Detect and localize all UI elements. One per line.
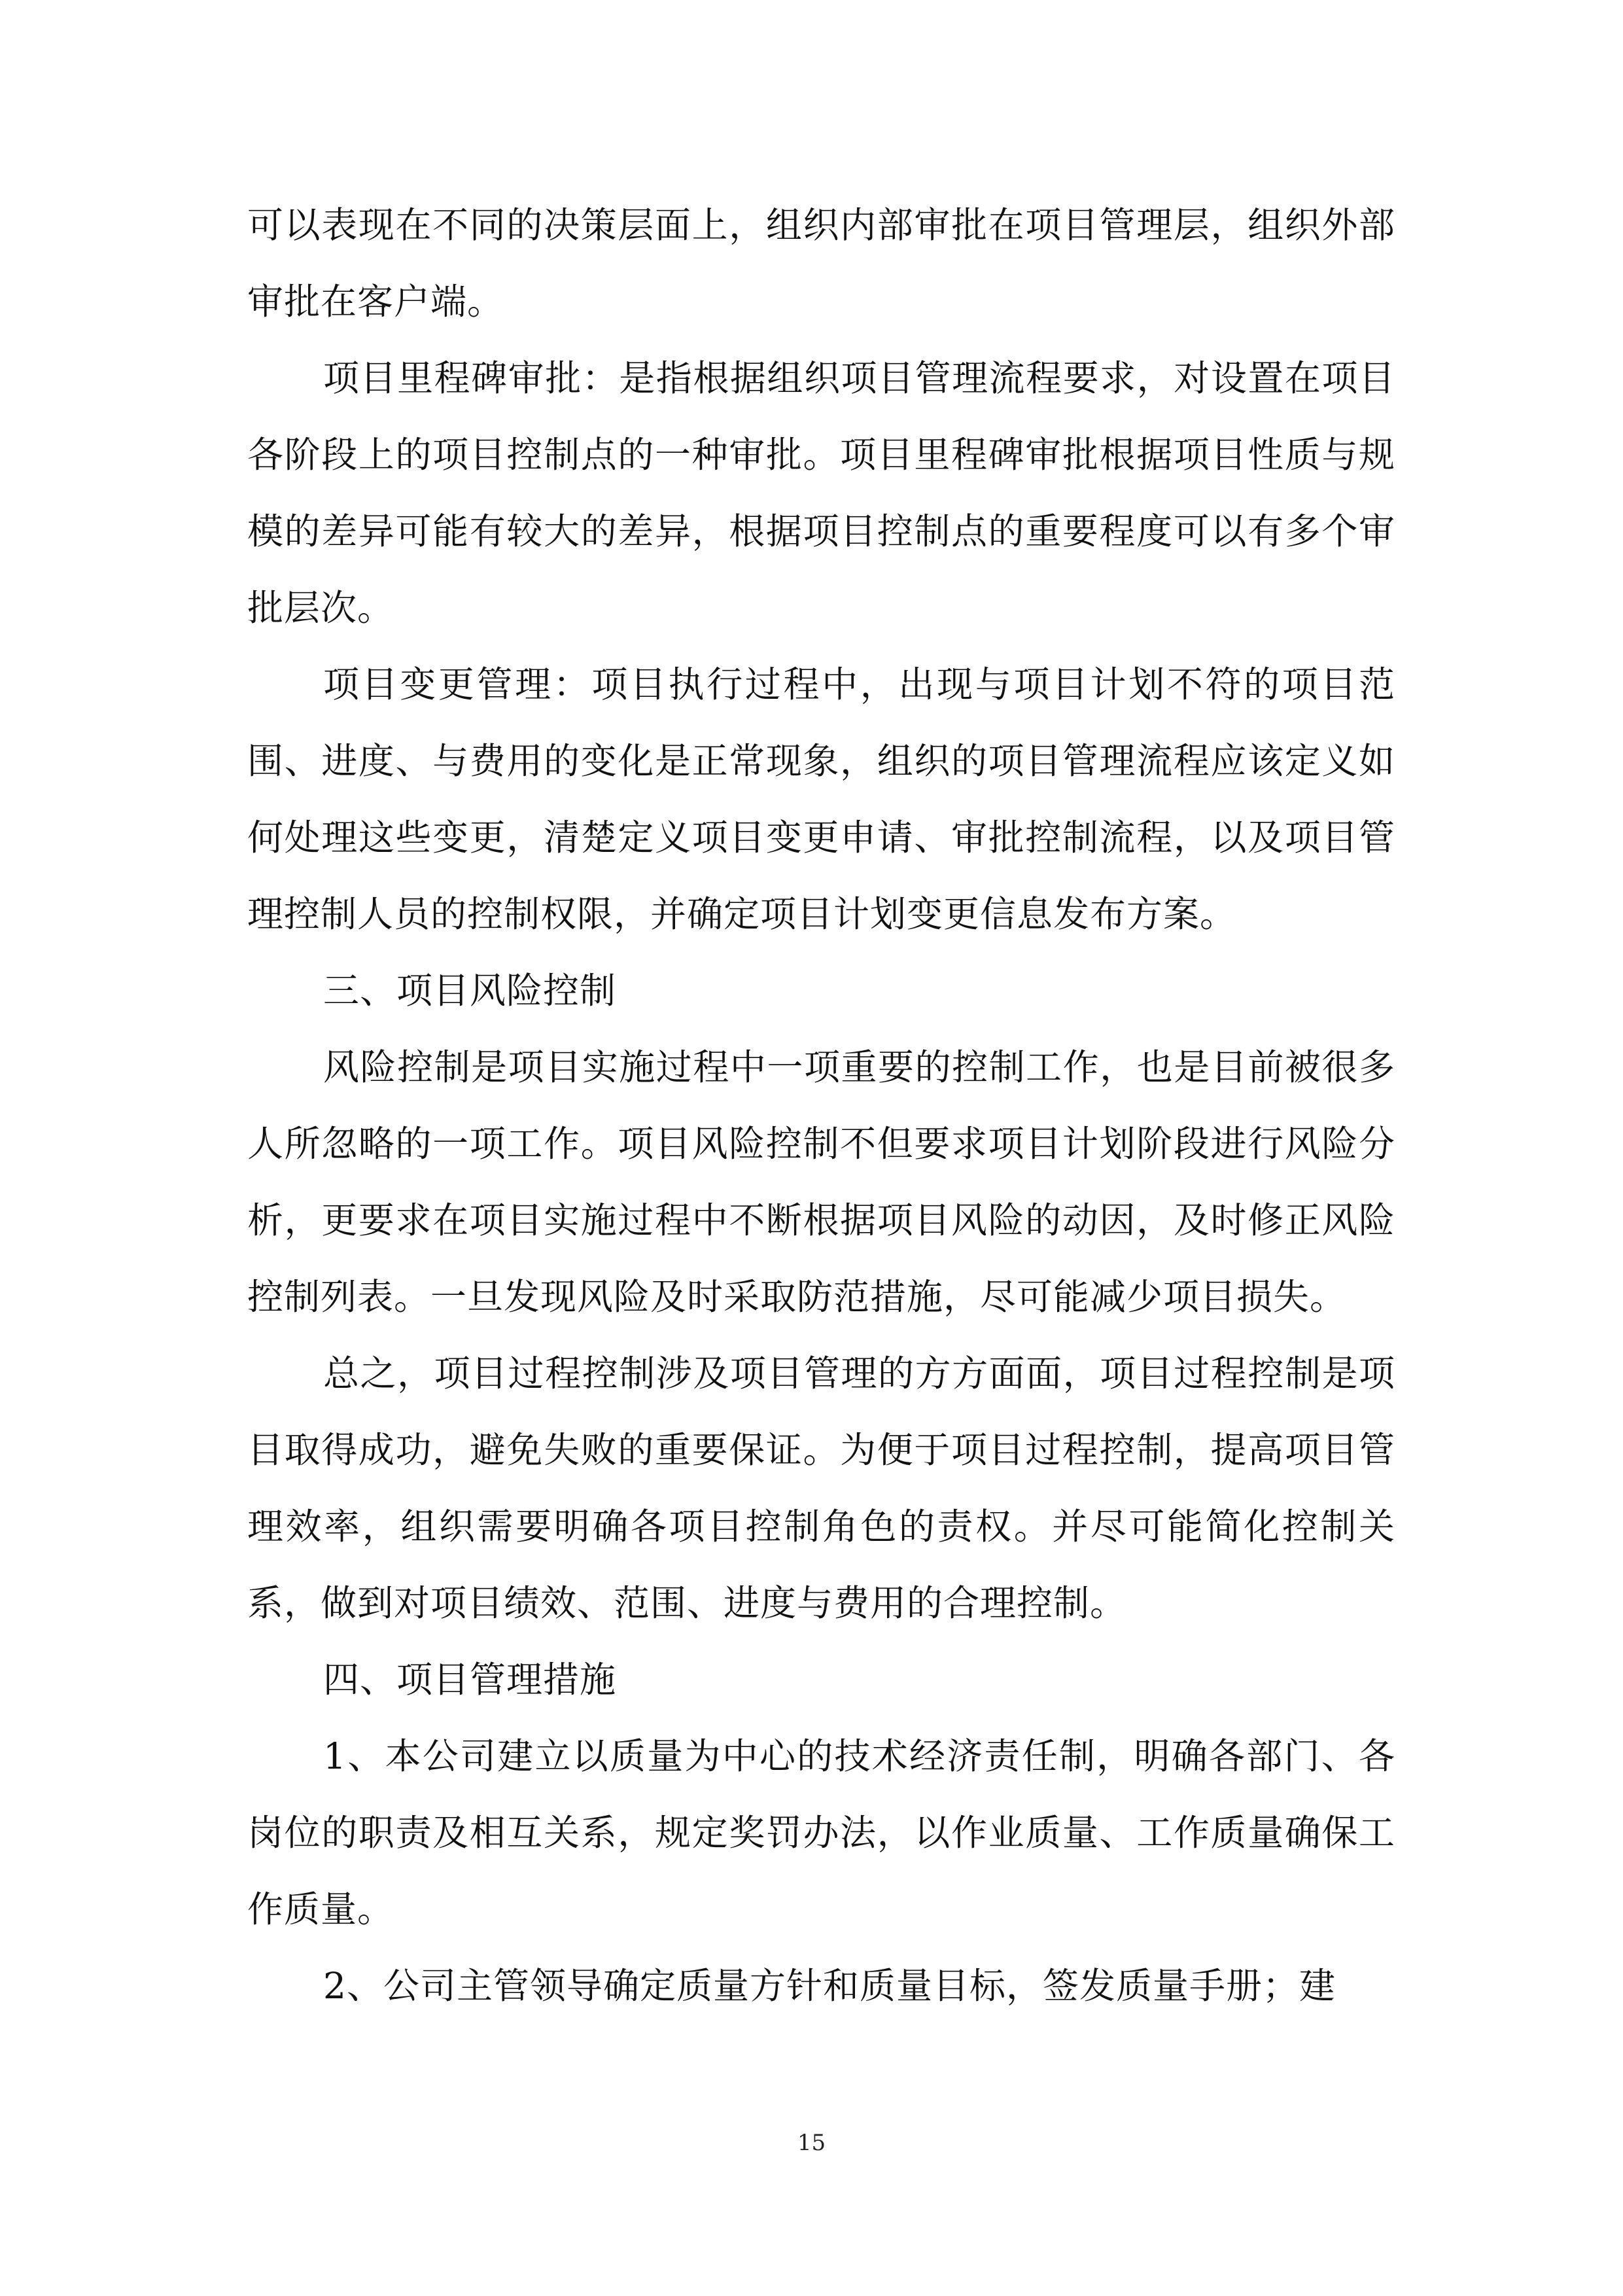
- paragraph-measure-1: 1、本公司建立以质量为中心的技术经济责任制，明确各部门、各岗位的职责及相互关系，规定奖罚办法，以作业质量、工作质量确保工作质量。: [247, 1735, 1395, 1930]
- section-heading-management-measures: 四、项目管理措施: [323, 1659, 617, 1701]
- paragraph-continuation: 可以表现在不同的决策层面上，组织内部审批在项目管理层，组织外部审批在客户端。: [247, 204, 1395, 323]
- section-heading-risk-control: 三、项目风险控制: [323, 970, 617, 1012]
- body-text: [247, 187, 1395, 2024]
- paragraph-risk-control: 风险控制是项目实施过程中一项重要的控制工作，也是目前被很多人所忽略的一项工作。项目风险控制不但要求项目计划阶段进行风险分析，更要求在项目实施过程中不断根据项目风险的动因，及时修正风险控制列表。一旦发现风险及时采取防范措施，尽可能减少项目损失。: [247, 1046, 1395, 1318]
- paragraph-summary: 总之，项目过程控制涉及项目管理的方方面面，项目过程控制是项目取得成功，避免失败的重要保证。为便于项目过程控制，提高项目管理效率，组织需要明确各项目控制角色的责权。并尽可能简化控制关系，做到对项目绩效、范围、进度与费用的合理控制。: [247, 1352, 1395, 1624]
- page-number: 15: [797, 2130, 826, 2156]
- paragraph-change-management: 项目变更管理：项目执行过程中，出现与项目计划不符的项目范围、进度、与费用的变化是正常现象，组织的项目管理流程应该定义如何处理这些变更，清楚定义项目变更申请、审批控制流程，以及项目管理控制人员的控制权限，并确定项目计划变更信息发布方案。: [247, 663, 1395, 935]
- paragraph-measure-2: 2、公司主管领导确定质量方针和质量目标，签发质量手册；建: [323, 1965, 1336, 2007]
- paragraph-milestone-approval: 项目里程碑审批：是指根据组织项目管理流程要求，对设置在项目各阶段上的项目控制点的一种审批。项目里程碑审批根据项目性质与规模的差异可能有较大的差异，根据项目控制点的重要程度可以有多个审批层次。: [247, 357, 1395, 629]
